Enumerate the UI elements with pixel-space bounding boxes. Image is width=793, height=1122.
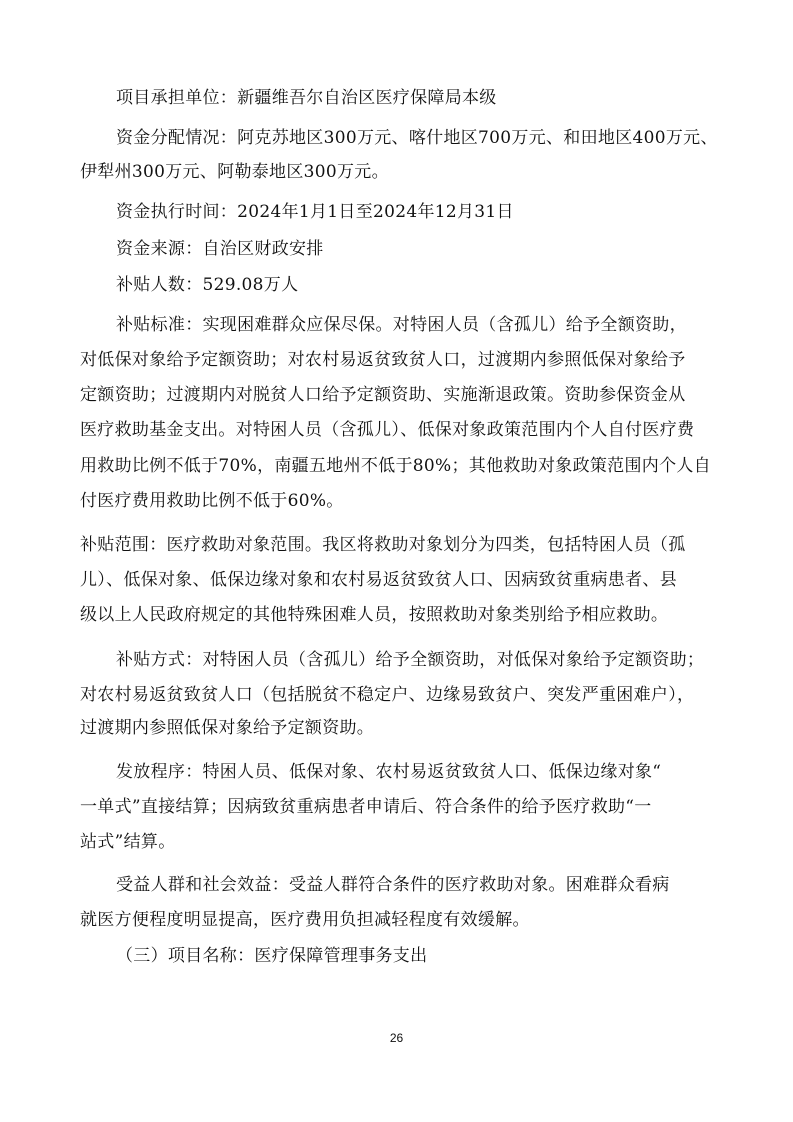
subsidy-count-line: 补贴人数：529.08万人 [116,275,299,295]
distribution-procedure-line: 站式”结算。 [80,832,176,852]
beneficiaries-line: 受益人群和社会效益：受益人群符合条件的医疗救助对象。困难群众看病 [116,875,670,895]
distribution-procedure-line: 发放程序：特困人员、低保对象、农村易返贫致贫人口、低保边缘对象“ [116,762,662,782]
section-heading: （三）项目名称：医疗保障管理事务支出 [116,946,428,966]
distribution-procedure-line: 一单式”直接结算；因病致贫重病患者申请后、符合条件的给予医疗救助“一 [80,797,652,817]
fund-source-line: 资金来源：自治区财政安排 [116,239,324,259]
subsidy-standard-line: 付医疗费用救助比例不低于60%。 [80,491,344,511]
page-number: 26 [389,1031,404,1045]
subsidy-scope-line: 补贴范围：医疗救助对象范围。我区将救助对象划分为四类，包括特困人员（孤 [80,535,686,555]
project-unit-line: 项目承担单位：新疆维吾尔自治区医疗保障局本级 [116,88,497,108]
subsidy-method-line: 补贴方式：对特困人员（含孤儿）给予全额资助，对低保对象给予定额资助； [116,650,705,670]
fund-allocation-line: 伊犁州300万元、阿勒泰地区300万元。 [80,162,389,182]
beneficiaries-line: 就医方便程度明显提高，医疗费用负担减轻程度有效缓解。 [80,910,530,930]
execution-time-line: 资金执行时间：2024年1月1日至2024年12月31日 [116,202,514,222]
subsidy-method-line: 对农村易返贫致贫人口（包括脱贫不稳定户、边缘易致贫户、突发严重困难户）， [80,685,695,705]
subsidy-standard-line: 补贴标准：实现困难群众应保尽保。对特困人员（含孤儿）给予全额资助， [116,315,687,335]
subsidy-standard-line: 医疗救助基金支出。对特困人员（含孤儿）、低保对象政策范围内个人自付医疗费 [80,420,695,440]
subsidy-scope-line: 级以上人民政府规定的其他特殊困难人员，按照救助对象类别给予相应救助。 [80,605,669,625]
subsidy-method-line: 过渡期内参照低保对象给予定额资助。 [80,718,375,738]
subsidy-standard-line: 用救助比例不低于70%，南疆五地州不低于80%；其他救助对象政策范围内个人自 [80,456,711,476]
subsidy-standard-line: 对低保对象给予定额资助；对农村易返贫致贫人口，过渡期内参照低保对象给予 [80,350,686,370]
subsidy-standard-line: 定额资助；过渡期内对脱贫人口给予定额资助、实施渐退政策。资助参保资金从 [80,385,686,405]
fund-allocation-line: 资金分配情况：阿克苏地区300万元、喀什地区700万元、和田地区400万元、 [116,128,718,148]
subsidy-scope-line: 儿）、低保对象、低保边缘对象和农村易返贫致贫人口、因病致贫重病患者、县 [80,570,677,590]
